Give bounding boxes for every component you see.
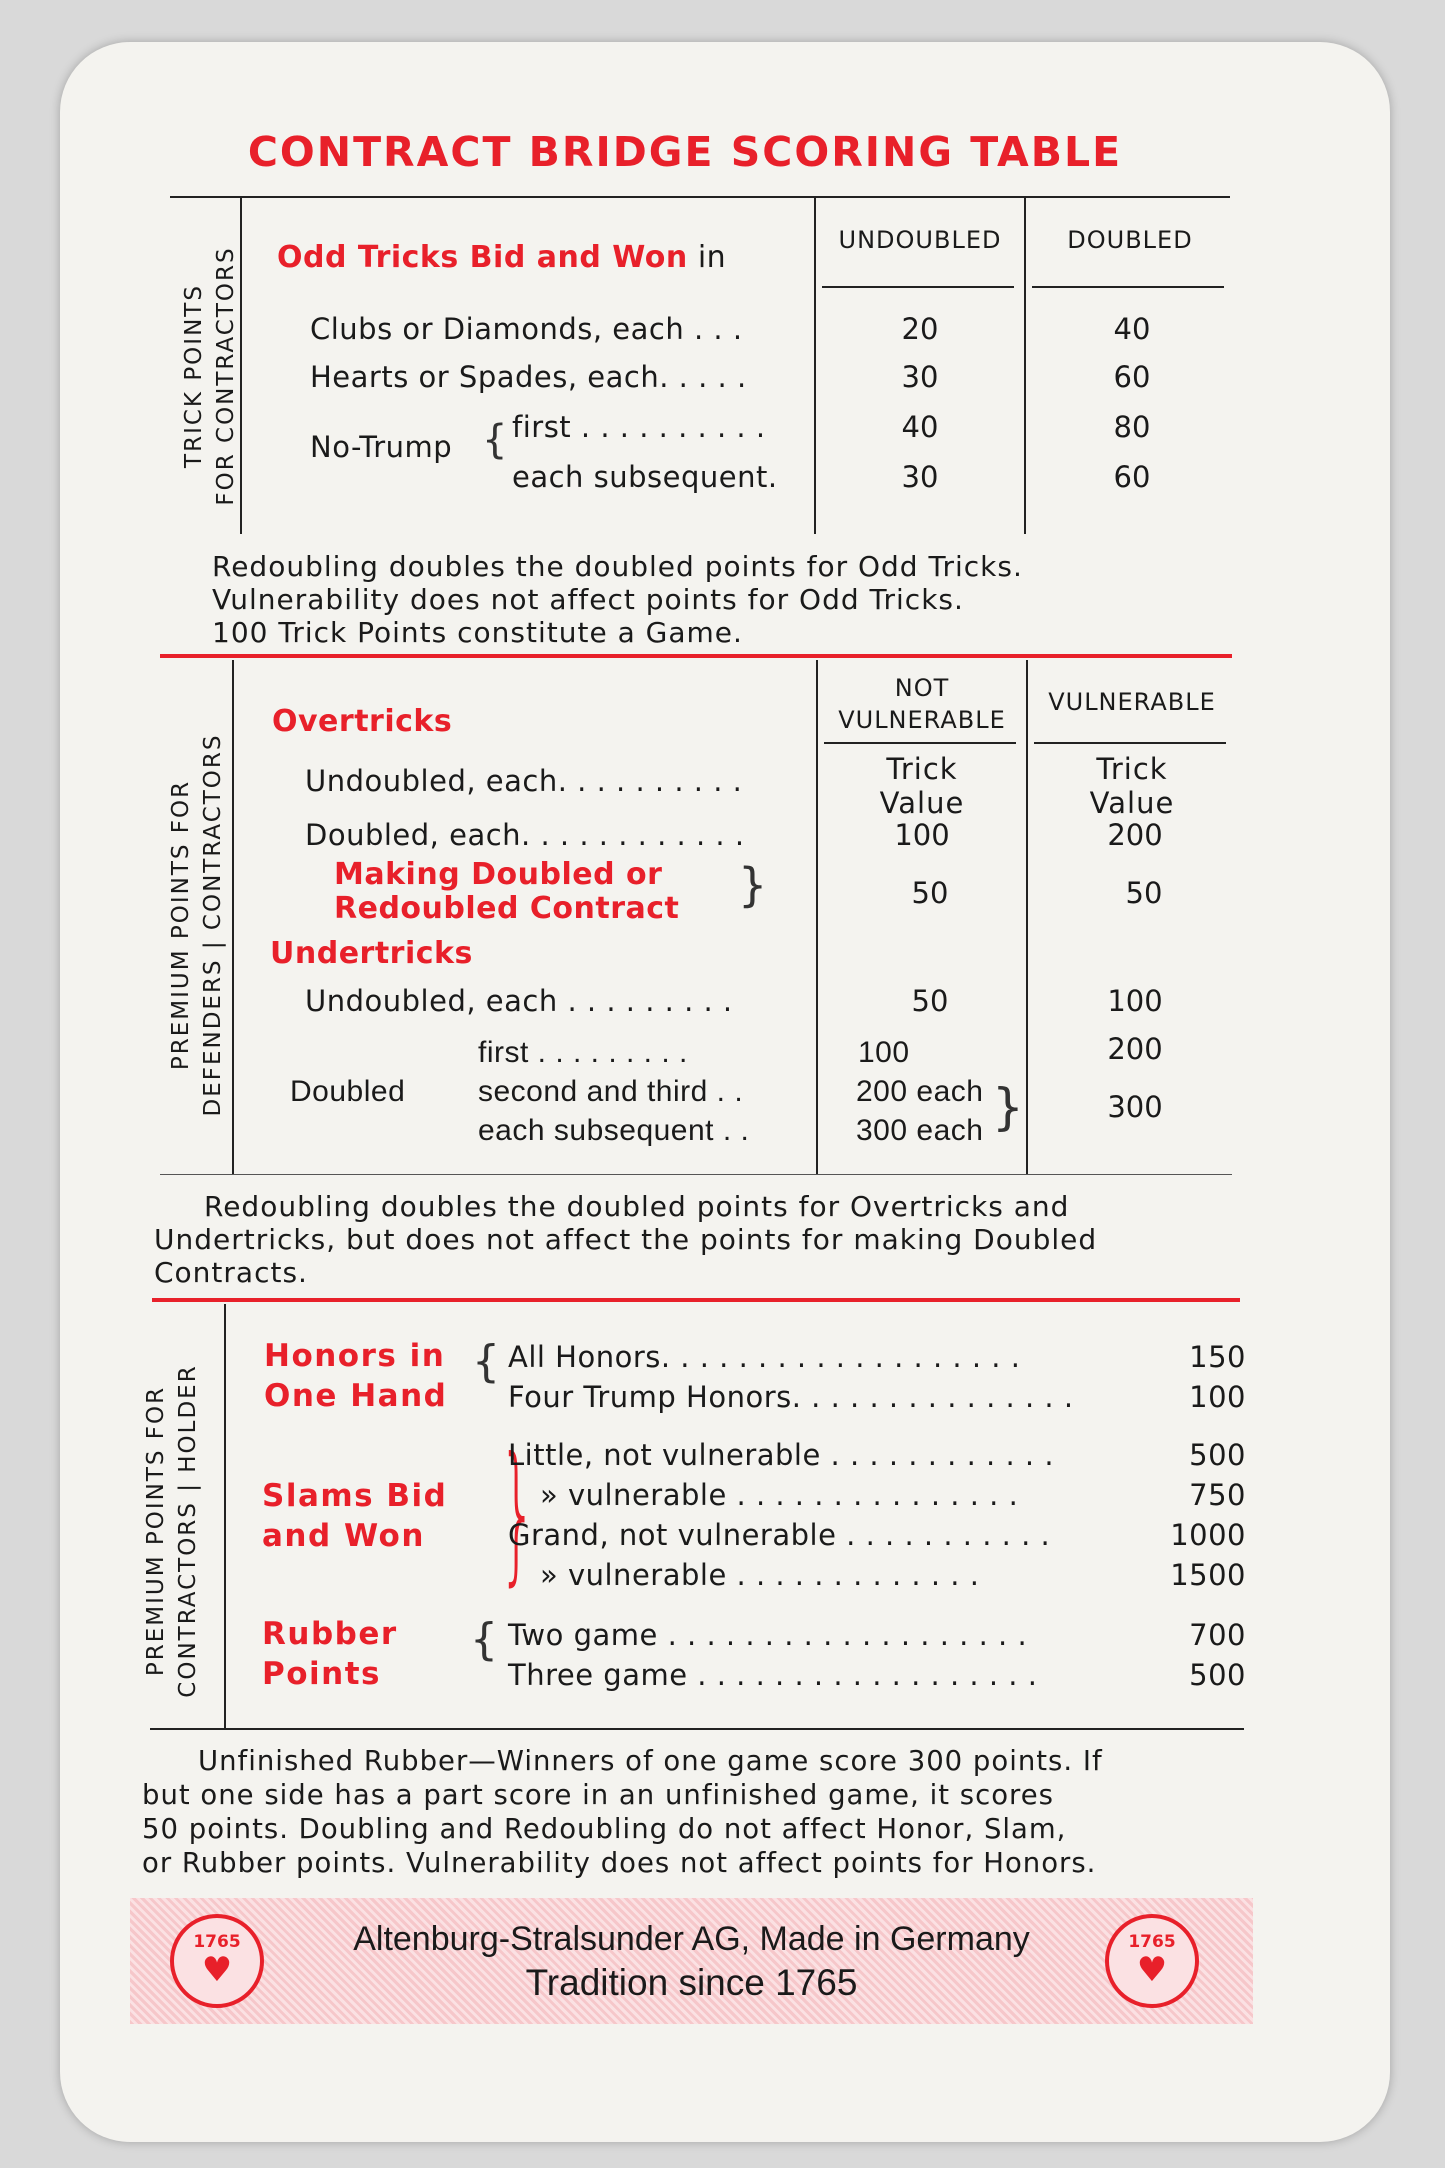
divider — [1034, 742, 1226, 744]
value: 750 — [1189, 1478, 1246, 1512]
value: 700 — [1189, 1618, 1246, 1652]
value: 50 — [911, 984, 949, 1018]
value: 100 — [858, 1036, 910, 1069]
row-label: each subsequent . . — [478, 1114, 750, 1147]
value: 100 — [1189, 1380, 1246, 1414]
divider — [1024, 196, 1026, 534]
divider — [160, 1174, 1232, 1175]
row-label: Undoubled, each . . . . . . . . . — [305, 984, 733, 1018]
honors-label: Honors in One Hand — [264, 1338, 448, 1414]
value: 100 — [1107, 984, 1163, 1018]
value: 1500 — [1170, 1558, 1246, 1592]
row-label: Hearts or Spades, each. . . . . — [310, 360, 747, 394]
value: 500 — [1189, 1658, 1246, 1692]
value: 40 — [1113, 312, 1151, 346]
section-label: TRICK POINTS FOR CONTRACTORS — [181, 246, 239, 506]
footer-banner — [130, 1898, 1253, 2024]
row-label: Doubled, each. . . . . . . . . . . . — [305, 818, 745, 852]
value: 200 — [1107, 818, 1163, 852]
value: 50 — [1125, 876, 1163, 910]
heart-logo-icon: 1765 ♥ — [1105, 1914, 1199, 2008]
row-label: Two game . . . . . . . . . . . . . . . . . . . — [508, 1618, 1028, 1652]
column-header: NOT VULNERABLE — [838, 674, 1006, 734]
value: 300 each — [856, 1114, 984, 1147]
value: 300 — [1107, 1090, 1163, 1124]
brace: { — [472, 1336, 500, 1387]
red-divider — [160, 654, 1232, 658]
divider — [1026, 660, 1028, 1174]
brace: { — [470, 1614, 498, 1665]
section-label: PREMIUM POINTS FOR DEFENDERS | CONTRACTORS — [168, 733, 226, 1117]
row-label: first . . . . . . . . . — [478, 1036, 688, 1069]
row-label: Doubled — [290, 1075, 406, 1108]
row-label: second and third . . — [478, 1075, 744, 1108]
value: 50 — [911, 876, 949, 910]
divider — [822, 286, 1014, 288]
row-label: » vulnerable . . . . . . . . . . . . . . . — [540, 1478, 1019, 1512]
note-paragraph: Redoubling doubles the doubled points for Overtricks and Undertricks, but does not affect the points for making Doubled Contracts. — [154, 1190, 1098, 1289]
divider — [824, 742, 1016, 744]
section-heading: Odd Tricks Bid and Won in — [277, 240, 727, 275]
manufacturer-text: Altenburg-Stralsunder AG, Made in Germany — [353, 1920, 1030, 1958]
red-divider — [152, 1298, 1240, 1302]
brace: } — [992, 1078, 1024, 1136]
value: 500 — [1189, 1438, 1246, 1472]
divider — [150, 1728, 1244, 1730]
divider — [814, 196, 816, 534]
divider — [170, 196, 1230, 198]
value: 60 — [1113, 460, 1151, 494]
row-label: each subsequent. — [512, 460, 778, 494]
value: 30 — [901, 360, 939, 394]
note-paragraph: Unfinished Rubber—Winners of one game score 300 points. If but one side has a part score in an unfinished game, it scores 50 points. Doubling and Redoubling do not affect Honor, Slam, or Rubber points. Vulnerability does not affect points for Honors. — [142, 1745, 1103, 1879]
value: Trick Value — [879, 752, 965, 820]
value: 100 — [894, 818, 950, 852]
column-header: DOUBLED — [1067, 226, 1193, 254]
value: 1000 — [1170, 1518, 1246, 1552]
value: Trick Value — [1089, 752, 1175, 820]
divider — [1032, 286, 1224, 288]
row-label: Three game . . . . . . . . . . . . . . . . . . — [508, 1658, 1038, 1692]
value: 60 — [1113, 360, 1151, 394]
row-label: Four Trump Honors. . . . . . . . . . . . . . . — [508, 1380, 1074, 1414]
value: 80 — [1113, 410, 1151, 444]
value: 200 each — [856, 1075, 984, 1108]
heart-logo-icon: 1765 ♥ — [170, 1914, 264, 2008]
note-paragraph: Redoubling doubles the doubled points for Odd Tricks. Vulnerability does not affect points for Odd Tricks. 100 Trick Points constitute a Game. — [212, 550, 1023, 649]
section-heading: Undertricks — [270, 936, 473, 971]
section-heading: Overtricks — [272, 704, 453, 739]
row-label: Clubs or Diamonds, each . . . — [310, 312, 743, 346]
slams-label: Slams Bid and Won — [262, 1478, 448, 1554]
tradition-text: Tradition since 1765 — [525, 1962, 858, 2003]
divider — [816, 660, 818, 1174]
row-label: Undoubled, each. . . . . . . . . . — [305, 764, 743, 798]
row-label: Grand, not vulnerable . . . . . . . . . . . — [508, 1518, 1051, 1552]
brace: } — [498, 1426, 537, 1600]
value: 20 — [901, 312, 939, 346]
page-title: CONTRACT BRIDGE SCORING TABLE — [247, 128, 1123, 176]
value: 200 — [1107, 1032, 1163, 1066]
row-label: Little, not vulnerable . . . . . . . . . . . . — [508, 1438, 1055, 1472]
value: 40 — [901, 410, 939, 444]
value: 30 — [901, 460, 939, 494]
column-header: VULNERABLE — [1048, 688, 1216, 716]
value: 150 — [1189, 1340, 1246, 1374]
brace: } — [738, 858, 768, 912]
column-header: UNDOUBLED — [838, 226, 1002, 254]
divider — [232, 660, 234, 1174]
making-contract-label: Making Doubled or Redoubled Contract — [334, 857, 680, 926]
row-label: No-Trump — [310, 430, 453, 464]
rubber-label: Rubber Points — [262, 1616, 398, 1692]
row-label: first . . . . . . . . . . — [512, 410, 766, 444]
brace: { — [482, 417, 508, 463]
row-label: All Honors. . . . . . . . . . . . . . . . . . . — [508, 1340, 1021, 1374]
row-label: » vulnerable . . . . . . . . . . . . . — [540, 1558, 980, 1592]
divider — [224, 1304, 226, 1728]
section-label: PREMIUM POINTS FOR CONTRACTORS | HOLDER — [143, 1364, 201, 1698]
